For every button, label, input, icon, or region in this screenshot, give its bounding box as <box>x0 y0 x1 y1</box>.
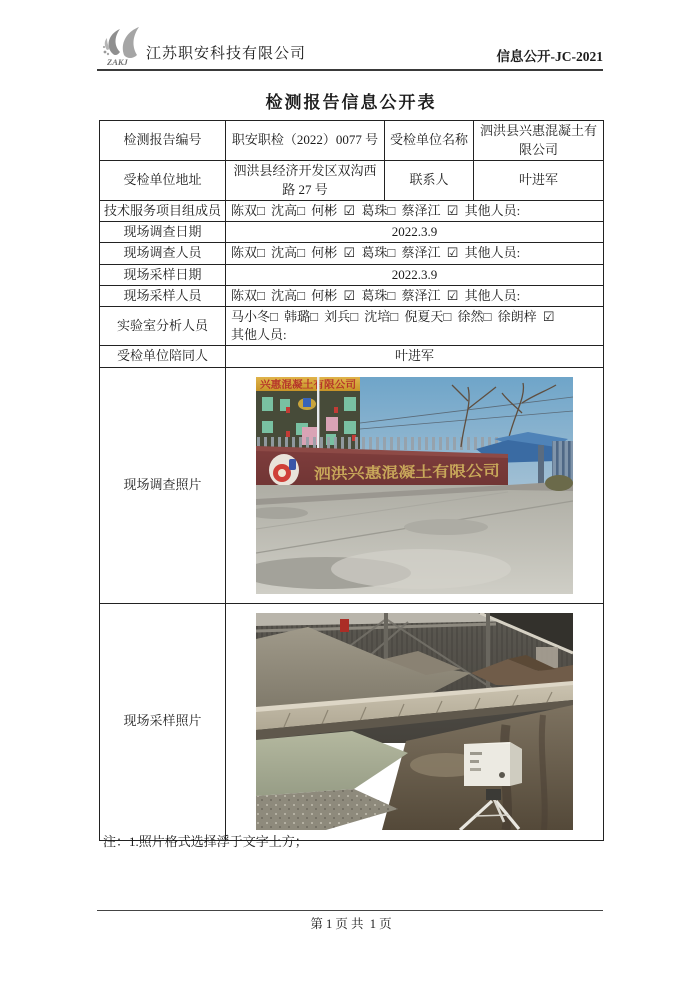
sampling-photo-cell <box>226 603 604 840</box>
contact-person-value: 叶进军 <box>474 161 604 201</box>
survey-date-value: 2022.3.9 <box>226 222 604 243</box>
logo-acronym: ZAKJ <box>107 57 128 67</box>
page-number: 第 1 页 共 1 页 <box>310 917 392 931</box>
company-name: 江苏职安科技有限公司 <box>146 46 307 62</box>
other-members-label: 其他人员: <box>464 287 521 303</box>
table-row <box>100 367 604 603</box>
company-logo-icon <box>99 26 145 68</box>
checkbox-list: 陈双□ 沈高□ 何彬 ☑ 葛珠□ 蔡泽江 ☑ <box>231 245 459 261</box>
row-label: 受检单位名称 <box>385 121 474 161</box>
table-row <box>100 603 604 840</box>
checkbox-list: 陈双□ 沈高□ 何彬 ☑ 葛珠□ 蔡泽江 ☑ <box>231 287 459 303</box>
unit-name-value: 泗洪县兴惠混凝土有限公司 <box>474 121 604 161</box>
survey-staff-checkbox-group <box>226 243 604 264</box>
sampling-date-value: 2022.3.9 <box>226 264 604 285</box>
row-label: 现场采样日期 <box>100 264 226 285</box>
table-row <box>100 285 604 306</box>
row-label: 现场采样人员 <box>100 285 226 306</box>
row-label: 现场调查日期 <box>100 222 226 243</box>
other-members-label: 其他人员: <box>464 203 521 218</box>
row-label: 现场调查照片 <box>100 367 226 603</box>
survey-photo <box>256 377 573 594</box>
table-row <box>100 222 604 243</box>
footnote: 注：1.照片格式选择浮于文字上方； <box>103 834 308 849</box>
sampling-staff-checkbox-group <box>226 285 604 306</box>
table-row <box>100 264 604 285</box>
row-label: 技术服务项目组成员 <box>100 201 226 222</box>
checkbox-list: 马小冬□ 韩璐□ 刘兵□ 沈培□ 倪夏天□ 徐然□ 徐朗梓 ☑ <box>231 308 555 324</box>
other-members-label: 其他人员: <box>231 327 287 343</box>
other-members-label: 其他人员: <box>464 245 521 261</box>
table-row <box>100 243 604 264</box>
lab-staff-checkbox-group <box>226 306 604 345</box>
report-number-value: 职安职检（2022）0077 号 <box>226 121 385 161</box>
table-row <box>100 346 604 367</box>
wall-company-text: 泗洪兴惠混凝土有限公司 <box>313 463 480 483</box>
company-logo <box>99 26 145 73</box>
table-row <box>100 306 604 345</box>
row-label: 检测报告编号 <box>100 121 226 161</box>
row-label: 现场采样照片 <box>100 603 226 840</box>
row-label: 联系人 <box>385 161 474 201</box>
doc-code: 信息公开-JC-2021 <box>496 49 603 64</box>
header-rule <box>97 69 603 71</box>
table-row <box>100 121 604 161</box>
sampling-photo <box>256 613 573 830</box>
row-label: 实验室分析人员 <box>100 306 226 345</box>
row-label: 受检单位地址 <box>100 161 226 201</box>
survey-photo-cell <box>226 367 604 603</box>
footer-rule <box>97 910 603 911</box>
accompanying-person-value: 叶进军 <box>226 346 604 367</box>
unit-address-value: 泗洪县经济开发区双沟西路 27 号 <box>226 161 385 201</box>
checkbox-list: 陈双□ 沈高□ 何彬 ☑ 葛珠□ 蔡泽江 ☑ <box>231 203 459 218</box>
page-title: 检测报告信息公开表 <box>265 93 437 112</box>
team-checkbox-group <box>226 201 604 222</box>
building-banner-text: 兴惠混凝土有限公司 <box>260 379 350 391</box>
report-table <box>99 120 603 841</box>
row-label: 受检单位陪同人 <box>100 346 226 367</box>
table-row <box>100 161 604 201</box>
row-label: 现场调查人员 <box>100 243 226 264</box>
table-row <box>100 201 604 222</box>
